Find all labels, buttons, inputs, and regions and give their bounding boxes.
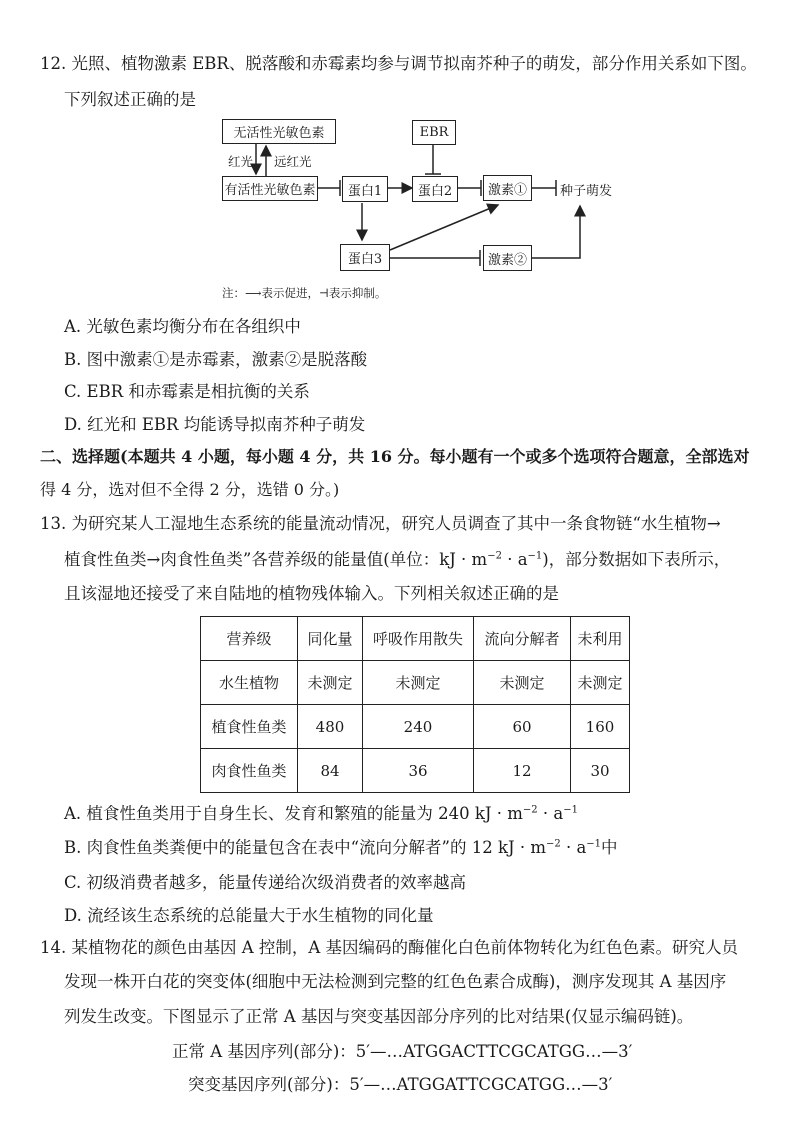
- q12-option-b: B. 图中激素①是赤霉素，激素②是脱落酸: [64, 350, 368, 369]
- active-phytochrome-box: 有活性光敏色素: [222, 176, 318, 201]
- table-header-cell: 流向分解者: [474, 617, 571, 661]
- table-header-cell: 呼吸作用散失: [363, 617, 474, 661]
- q14-stem-line1: 14. 某植物花的颜色由基因 A 控制，A 基因编码的酶催化白色前体物转化为红色色素。研究人员: [40, 938, 739, 957]
- q12-stem-line1: 12. 光照、植物激素 EBR、脱落酸和赤霉素均参与调节拟南芥种子的萌发，部分作用关系如下图。: [40, 54, 757, 73]
- table-header-row: [201, 617, 630, 661]
- protein2-box: 蛋白2: [412, 176, 458, 202]
- energy-table: [200, 616, 630, 793]
- table-cell: 肉食性鱼类: [201, 749, 298, 793]
- q13-option-a: A. 植食性鱼类用于自身生长、发育和繁殖的能量为 240 kJ · $m^{-2} \cdot a^{-1}$: [64, 804, 578, 823]
- q13-stem-line3: 且该湿地还接受了来自陆地的植物残体输入。下列相关叙述正确的是: [64, 584, 559, 603]
- q13-option-b: B. 肉食性鱼类粪便中的能量包含在表中“流向分解者”的 12 kJ · $m^{-2} \cdot a^{-1}$中: [64, 838, 618, 857]
- q14-stem-line2: 发现一株开白花的突变体(细胞中无法检测到完整的红色色素合成酶)，测序发现其 A 基因序: [64, 972, 727, 991]
- table-cell: 36: [363, 749, 474, 793]
- table-header-cell: 未利用: [571, 617, 630, 661]
- table-cell: 12: [474, 749, 571, 793]
- q13-option-c: C. 初级消费者越多，能量传递给次级消费者的效率越高: [64, 873, 467, 892]
- red-light-label: 红光: [228, 154, 254, 169]
- table-cell: 60: [474, 705, 571, 749]
- table-cell: 84: [298, 749, 363, 793]
- protein1-box: 蛋白1: [342, 176, 388, 202]
- q14-stem-line3: 列发生改变。下图显示了正常 A 基因与突变基因部分序列的比对结果(仅显示编码链)。: [64, 1007, 694, 1026]
- table-cell: 未测定: [474, 661, 571, 705]
- protein3-promotes-hormone1: [390, 205, 498, 250]
- table-row: [201, 661, 630, 705]
- q13-stem-line2: 植食性鱼类→肉食性鱼类”各营养级的能量值(单位：kJ · $m^{-2} \cdot a^{-1}$)，部分数据如下表所示，: [64, 550, 731, 569]
- table-header-cell: 营养级: [201, 617, 298, 661]
- protein3-box: 蛋白3: [340, 244, 390, 271]
- q13-option-d: D. 流经该生态系统的总能量大于水生植物的同化量: [64, 906, 434, 925]
- section2-heading-line1: 二、选择题(本题共 4 小题，每小题 4 分，共 16 分。每小题有一个或多个选项符合题意，全部选对: [40, 447, 750, 466]
- table-cell: 240: [363, 705, 474, 749]
- table-cell: 30: [571, 749, 630, 793]
- table-cell: 植食性鱼类: [201, 705, 298, 749]
- ebr-box: EBR: [412, 120, 456, 145]
- table-cell: 未测定: [298, 661, 363, 705]
- q12-option-c: C. EBR 和赤霉素是相抗衡的关系: [64, 382, 310, 401]
- diagram-arrows: [0, 0, 800, 310]
- table-row: [201, 749, 630, 793]
- table-cell: 未测定: [571, 661, 630, 705]
- hormone1-box: 激素①: [483, 175, 532, 201]
- table-header-cell: 同化量: [298, 617, 363, 661]
- table-cell: 160: [571, 705, 630, 749]
- mutant-gene-sequence: 突变基因序列(部分)：5′—…ATGGATTCGCATGG…—3′: [188, 1075, 613, 1094]
- q12-stem-line2: 下列叙述正确的是: [64, 90, 196, 109]
- hormone2-promotes-germination: [532, 206, 580, 258]
- inactive-phytochrome-box: 无活性光敏色素: [222, 119, 336, 144]
- q12-option-a: A. 光敏色素均衡分布在各组织中: [64, 317, 301, 336]
- table-cell: 水生植物: [201, 661, 298, 705]
- table-row: [201, 705, 630, 749]
- diagram-note: 注：⟶表示促进，⊣表示抑制。: [222, 286, 387, 300]
- q12-option-d: D. 红光和 EBR 均能诱导拟南芥种子萌发: [64, 415, 366, 434]
- normal-gene-sequence: 正常 A 基因序列(部分)：5′—…ATGGACTTCGCATGG…—3′: [172, 1042, 633, 1061]
- q13-stem-line1: 13. 为研究某人工湿地生态系统的能量流动情况，研究人员调查了其中一条食物链“水生植物→: [40, 514, 721, 533]
- germination-label: 种子萌发: [560, 184, 613, 199]
- table-cell: 480: [298, 705, 363, 749]
- hormone2-box: 激素②: [483, 245, 532, 271]
- table-cell: 未测定: [363, 661, 474, 705]
- far-red-label: 远红光: [274, 154, 312, 169]
- section2-heading-line2: 得 4 分，选对但不全得 2 分，选错 0 分。): [40, 480, 340, 499]
